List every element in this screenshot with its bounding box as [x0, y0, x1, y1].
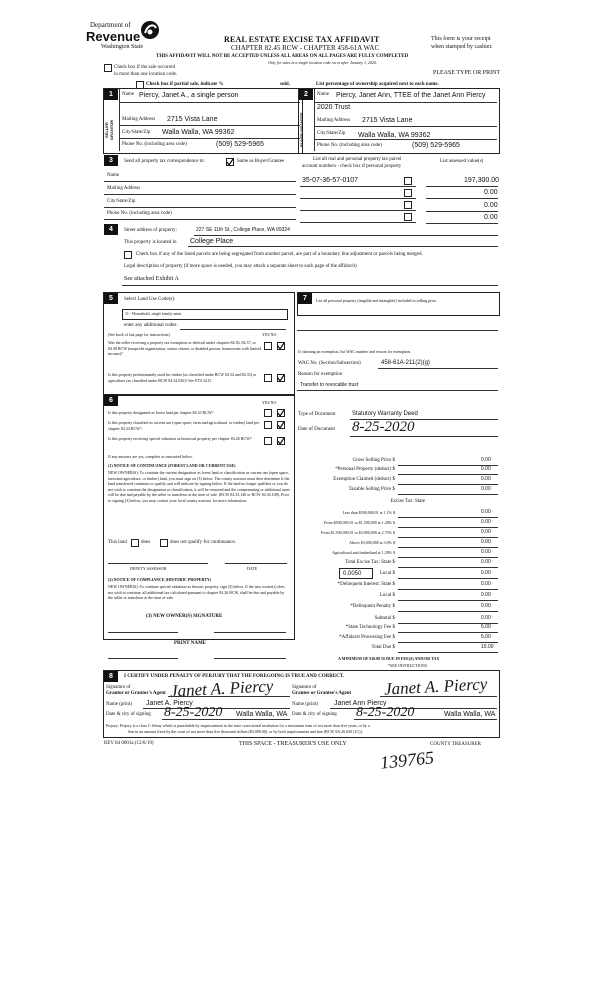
- sec6-yes-no: YES NO: [262, 400, 277, 405]
- assessed-value[interactable]: 0.00: [484, 189, 498, 196]
- perjury-text-2: fine in an amount fixed by the court of not more than five thousand dollars ($5,000.00), or by both imprisonment and fine (RCW 9A.20.020 (1C)).: [128, 729, 363, 734]
- tax-row-label: Agricultural and timberland at 1.28% $: [332, 550, 395, 555]
- grantor-sig-label-1: Signature of: [106, 685, 131, 690]
- state-line: Washington State: [101, 44, 144, 50]
- minimum-due-note: A MINIMUM OF $10.00 IS DUE IN FEE(S) AND/OR TAX: [338, 656, 440, 661]
- receipt-line-2: when stamped by cashier.: [431, 44, 493, 50]
- see-instructions-note: *SEE INSTRUCTIONS: [388, 663, 428, 668]
- tax-row-value[interactable]: 0.00: [481, 581, 491, 587]
- tax-row-value[interactable]: 5.00: [481, 634, 491, 640]
- same-as-buyer-label: Same as Buyer/Grantee: [237, 159, 285, 164]
- buyer-city-label: City/State/Zip: [317, 131, 346, 136]
- continuance-text: NEW OWNER(S): To continue the current designation as forest land or classification as current use (open space, farm and agriculture, or timber) land, you must sign on (3) below. The county assessor must then determine if the land transferred continues to qualify and will indicate by signing below. If the land no longer qualifies or you do not wish to continue the designation or classification, it will be removed and the compensating or additional taxes will be due and payable by the seller or transferor at the time of sale. (RCW 84.33.140 or RCW 84.34.108). Prior to signing (3) below, you may contact your local county assessor for more information.: [108, 470, 290, 503]
- multi-location-text-2: in more than one location code.: [114, 72, 178, 77]
- grantor-sign-city[interactable]: Walla Walla, WA: [236, 711, 288, 718]
- assessed-value[interactable]: 0.00: [484, 202, 498, 209]
- sec5-question-2: Is this property predominantly used for timber (as classified under RCW 84.34 and 84.33) or agriculture (as classified under RCW 84.34.020)? See ETA 3215: [108, 372, 257, 383]
- tax-row-label: Excise Tax: State: [390, 499, 425, 504]
- land-use-value: 11 - Household, single family units: [125, 311, 182, 316]
- sec3-mailing-label: Mailing Address: [107, 186, 141, 191]
- personal-property-checkbox[interactable]: [404, 201, 412, 209]
- form-notice-2: Only for sales in a single location code on or after January 1, 2020.: [268, 60, 377, 65]
- tax-correspondence-label: Send all property tax correspondence to:: [124, 159, 205, 164]
- sec5-question-1: Was the seller receiving a property tax exemption or deferral under chapters 84.36, 84.37, or 84.38 RCW (nonprofit organization, senior citizen, or disabled person, homeowner with limited income)?: [108, 340, 262, 356]
- grantee-sig-label-2: Grantee or Grantee's Agent: [292, 691, 352, 696]
- street-address[interactable]: 227 SE 11th St., College Place, WA 99324: [196, 227, 290, 233]
- wac-number[interactable]: 458-61A-211(2)(g): [381, 360, 430, 366]
- tax-row-value[interactable]: 0.00: [481, 615, 491, 621]
- ownership-pct-label: List percentage of ownership acquired next to each name.: [316, 82, 439, 87]
- buyer-city[interactable]: Walla Walla, WA 99362: [358, 132, 431, 139]
- sec6-q1-no-checkbox[interactable]: [277, 409, 285, 417]
- multi-location-checkbox[interactable]: [104, 64, 112, 72]
- segregated-checkbox[interactable]: [124, 251, 132, 259]
- seller-name[interactable]: Piercy, Janet A., a single person: [139, 92, 239, 99]
- doc-type-label: Type of Document: [298, 412, 336, 417]
- exemption-reason[interactable]: Transfer to revocable trust: [300, 382, 359, 388]
- grantor-name-label: Name (print): [106, 702, 132, 707]
- street-label: Street address of property:: [124, 228, 177, 233]
- new-owner-sig-line-1[interactable]: [108, 632, 178, 633]
- grantee-name[interactable]: Janet Ann Piercy: [334, 700, 387, 707]
- treasurer-space-label: THIS SPACE - TREASURER'S USE ONLY: [239, 741, 347, 747]
- tax-row-label: Taxable Selling Price $: [348, 487, 395, 492]
- this-land-label: This land: [108, 540, 127, 545]
- receipt-line-1: This form is your receipt: [431, 36, 491, 42]
- tax-row-label: Subtotal $: [374, 616, 395, 621]
- legal-description[interactable]: See attached Exhibit A: [124, 276, 179, 282]
- section-8-number: 8: [104, 671, 118, 682]
- same-as-buyer-checkbox[interactable]: [226, 158, 234, 166]
- buyer-name-label: Name: [317, 92, 329, 97]
- grantor-date-label: Date & city of signing: [106, 712, 151, 717]
- tax-row-label: *Delinquent Interest: State $: [337, 582, 395, 587]
- tax-row-label: From $1,500,000.01 to $3,000,000 at 2.75% $: [321, 530, 395, 535]
- grantee-signature[interactable]: Janet A. Piercy: [383, 674, 488, 699]
- checkmark-icon: [278, 375, 284, 381]
- deputy-assessor-label: DEPUTY ASSESSOR: [130, 566, 167, 571]
- buyer-phone-label: Phone No. (including area code): [317, 143, 382, 148]
- revenue-logo-icon: [140, 19, 160, 41]
- land-does-checkbox[interactable]: [131, 539, 139, 547]
- certify-statement: I CERTIFY UNDER PENALTY OF PERJURY THAT THE FOREGOING IS TRUE AND CORRECT.: [124, 674, 345, 679]
- tax-row-value[interactable]: 5.00: [481, 624, 491, 630]
- exemption-reason-label: Reason for exemption: [298, 372, 343, 377]
- tax-row-label: *Affidavit Processing Fee $: [339, 635, 395, 640]
- form-chapter: CHAPTER 82.45 RCW - CHAPTER 458-61A WAC: [231, 44, 380, 52]
- checkmark-icon: [278, 438, 284, 444]
- multi-location-text-1: Check box if the sale occurred: [114, 65, 175, 70]
- land-does-not-checkbox[interactable]: [160, 539, 168, 547]
- sec6-question-1: Is this property designated as forest land per chapter 84.33 RCW?: [108, 410, 214, 415]
- personal-property-checkbox[interactable]: [404, 213, 412, 221]
- sec6-question-2: Is this property classified as current use (open space, farm and agricultural, or timber) land per chapter 84.34 RCW?: [108, 420, 260, 431]
- sec3-phone-label: Phone No. (including area code): [107, 211, 172, 216]
- assessor-date-line[interactable]: [225, 563, 287, 564]
- sec6-q1-yes-checkbox[interactable]: [264, 409, 272, 417]
- recording-number: 139765: [379, 747, 435, 773]
- located-label: This property is located in: [124, 240, 177, 245]
- checkmark-icon: [278, 422, 284, 428]
- new-owner-signature-heading: (3) NEW OWNER(S) SIGNATURE: [146, 614, 223, 619]
- parcel-header-1: List all real and personal property tax parcel: [313, 157, 402, 162]
- sec5-q2-yes-checkbox[interactable]: [264, 374, 272, 382]
- if-yes-text: If any answers are yes, complete as instructed below.: [108, 454, 193, 459]
- seller-name-label: Name: [122, 92, 134, 97]
- grantee-date-label: Date & city of signing: [292, 712, 337, 717]
- tax-row-label: Above $3,000,000 at 3.0% $: [349, 540, 395, 545]
- personal-property-checkbox[interactable]: [404, 177, 412, 185]
- seller-mailing-label: Mailing Address: [122, 117, 156, 122]
- dept-line: Department of: [90, 21, 131, 29]
- does-label: does: [141, 540, 151, 545]
- tax-row-label: Local $: [379, 571, 395, 576]
- tax-row-label: Local $: [379, 593, 395, 598]
- tax-row-label: Total Excise Tax: State $: [345, 560, 395, 565]
- seller-mailing[interactable]: 2715 Vista Lane: [167, 116, 218, 123]
- parcel-number[interactable]: 35-07-36-57-0107: [302, 177, 359, 184]
- section-7-number: 7: [298, 293, 312, 304]
- form-revision: REV 84 0001a (12/6/19): [104, 741, 154, 746]
- section-5-number: 5: [104, 293, 118, 304]
- doc-date[interactable]: 8-25-2020: [352, 419, 415, 435]
- sec6-q2-yes-checkbox[interactable]: [264, 421, 272, 429]
- buyer-mailing-label: Mailing Address: [317, 118, 351, 123]
- grantee-name-label: Name (print): [292, 702, 318, 707]
- buyer-phone[interactable]: (509) 529-5965: [412, 142, 460, 149]
- county-treasurer-label: COUNTY TREASURER: [430, 742, 481, 747]
- see-back-label: (See back of last page for instructions): [108, 332, 170, 337]
- grantor-name[interactable]: Janet A. Piercy: [146, 700, 193, 707]
- tax-row-value[interactable]: 0.00: [481, 519, 491, 525]
- new-owner-sig-line-2[interactable]: [214, 632, 286, 633]
- seller-side-label: SELLER GRANTOR: [104, 119, 114, 141]
- section-6-number: 6: [104, 395, 118, 406]
- tax-row-value[interactable]: 0.00: [481, 476, 491, 482]
- grantee-sign-city[interactable]: Walla Walla, WA: [444, 711, 496, 718]
- buyer-name[interactable]: Piercy, Janet Ann, TTEE of the Janet Ann Piercy: [336, 92, 486, 99]
- grantee-sig-label-1: Signature of: [292, 685, 317, 690]
- seller-phone-label: Phone No. (including area code): [122, 142, 187, 147]
- type-or-print: PLEASE TYPE OR PRINT: [433, 70, 501, 76]
- parcel-header-2: account numbers - check box if personal property: [302, 164, 402, 169]
- assessed-header: List assessed value(s): [440, 159, 484, 164]
- tax-row-label: Exemption Claimed (deduct) $: [333, 477, 395, 482]
- tax-row-value[interactable]: 0.00: [481, 529, 491, 535]
- form-notice: THIS AFFIDAVIT WILL NOT BE ACCEPTED UNLESS ALL AREAS ON ALL PAGES ARE FULLY COMPLETED: [156, 54, 409, 59]
- section-1-number: 1: [104, 89, 118, 100]
- sec6-q3-no-checkbox[interactable]: [277, 437, 285, 445]
- additional-codes-label: enter any additional codes:: [124, 323, 178, 328]
- land-use-label: Select Land Use Code(s):: [124, 297, 176, 302]
- tax-row-value[interactable]: 0.00: [481, 457, 491, 463]
- grantor-signature[interactable]: Janet A. Piercy: [169, 676, 274, 701]
- section-7-box: [297, 292, 500, 316]
- sec3-city-label: City/State/Zip: [107, 199, 136, 204]
- tax-row-value[interactable]: 0.00: [481, 592, 491, 598]
- tax-row-label: From $500,000.01 to $1,500,000 at 1.28% $: [324, 520, 395, 525]
- sec6-q3-yes-checkbox[interactable]: [264, 437, 272, 445]
- tax-row-label: Less than $500,000.01 at 1.1% $: [342, 510, 395, 515]
- tax-row-label: *Delinquent Penalty $: [350, 604, 395, 609]
- local-rate: 0.0050: [343, 571, 362, 577]
- form-title: REAL ESTATE EXCISE TAX AFFIDAVIT: [224, 35, 380, 44]
- assessed-value[interactable]: 0.00: [484, 214, 498, 221]
- assessed-value[interactable]: 197,300.00: [464, 177, 500, 184]
- sec5-q2-no-checkbox[interactable]: [277, 374, 285, 382]
- tax-row-label: Total Due $: [371, 645, 395, 650]
- local-rate-box[interactable]: [339, 568, 373, 579]
- tax-row-value[interactable]: 0.00: [481, 466, 491, 472]
- personal-property-label: List all personal property (tangible and intangible) included in selling price.: [316, 298, 438, 303]
- section-4-number: 4: [104, 224, 118, 235]
- sec6-q2-no-checkbox[interactable]: [277, 421, 285, 429]
- sec5-q1-yes-checkbox[interactable]: [264, 342, 272, 350]
- checkmark-icon: [278, 343, 284, 349]
- sec5-q1-no-checkbox[interactable]: [277, 342, 285, 350]
- doc-type[interactable]: Statutory Warranty Deed: [352, 411, 418, 417]
- buyer-mailing[interactable]: 2715 Vista Lane: [362, 117, 413, 124]
- doc-date-label: Date of Document: [298, 427, 335, 432]
- deputy-assessor-line[interactable]: [108, 563, 208, 564]
- does-not-label: does not qualify for continuance.: [170, 540, 236, 545]
- tax-row-label: *State Technology Fee $: [345, 625, 395, 630]
- tax-row-value[interactable]: 0.00: [481, 570, 491, 576]
- seller-city-label: City/State/Zip: [122, 130, 151, 135]
- located-in[interactable]: College Place: [190, 238, 234, 245]
- wac-label: WAC No. (Section/Subsection): [298, 361, 361, 366]
- tax-row-value[interactable]: 0.00: [481, 509, 491, 515]
- tax-row-label: *Personal Property (deduct) $: [335, 467, 395, 472]
- tax-row-value[interactable]: 0.00: [481, 539, 491, 545]
- grantor-sign-date[interactable]: 8-25-2020: [164, 705, 223, 720]
- segregated-label: Check box if any of the listed parcels are being segregated from another parcel, are part of a boundary line adjustment or parcels being merged.: [136, 252, 423, 257]
- sold-label: sold.: [280, 82, 290, 87]
- print-name-line-2[interactable]: [214, 658, 286, 659]
- print-name-label: PRINT NAME: [174, 641, 206, 646]
- continuance-heading: (1) NOTICE OF CONTINUANCE (FOREST LAND OR CURRENT USE): [108, 463, 236, 468]
- compliance-heading: (2) NOTICE OF COMPLIANCE (HISTORIC PROPERTY): [108, 577, 212, 582]
- assessor-date-label: DATE: [247, 566, 258, 571]
- checkmark-icon: [278, 410, 284, 416]
- checkmark-icon: [227, 159, 233, 165]
- seller-phone[interactable]: (509) 529-5965: [216, 141, 264, 148]
- seller-city[interactable]: Walla Walla, WA 99362: [162, 129, 235, 136]
- print-name-line-1[interactable]: [108, 658, 178, 659]
- tax-row-label: Gross Selling Price $: [352, 458, 395, 463]
- sec6-question-3: Is this property receiving special valuation as historical property per chapter 84.26 RCW?: [108, 436, 252, 441]
- partial-sale-label: Check box if partial sale, indicate %: [146, 82, 224, 87]
- section-2-number: 2: [299, 89, 313, 100]
- legal-desc-label: Legal description of property (if more space is needed, you may attach a separate sheet to each page of the affidavit): [124, 264, 357, 269]
- sec5-yes-no: YES NO: [262, 332, 277, 337]
- compliance-text: NEW OWNER(S): To continue special valuation as historic property, sign (3) below. If the new owner(s) does not wish to continue, all additional tax calculated pursuant to chapter 84.26 RCW, shall be due and payable by the seller or transferor at the time of sale.: [108, 584, 285, 601]
- grantee-sign-date[interactable]: 8-25-2020: [356, 705, 415, 720]
- exemption-label: If claiming an exemption, list WAC number and reason for exemption.: [298, 349, 412, 354]
- logo-word: Revenue: [86, 29, 141, 44]
- sec3-name-label: Name: [107, 173, 119, 178]
- land-use-select[interactable]: [122, 309, 288, 320]
- grantor-sig-label-2: Grantor or Grantor's Agent: [106, 691, 166, 696]
- tax-row-value[interactable]: 0.00: [481, 603, 491, 609]
- tax-row-value[interactable]: 0.00: [481, 486, 491, 492]
- buyer-name-2[interactable]: 2020 Trust: [317, 104, 351, 111]
- tax-row-value[interactable]: 0.00: [481, 549, 491, 555]
- perjury-text-1: Perjury: Perjury is a class C felony which is punishable by imprisonment in the state correctional institution for a maximum term of not more than five years, or by a: [106, 723, 370, 728]
- tax-row-value[interactable]: 10.00: [481, 644, 494, 650]
- personal-property-checkbox[interactable]: [404, 189, 412, 197]
- buyer-side-label: BUYER GRANTEE: [299, 112, 304, 148]
- section-3-number: 3: [104, 155, 118, 166]
- tax-row-value[interactable]: 0.00: [481, 559, 491, 565]
